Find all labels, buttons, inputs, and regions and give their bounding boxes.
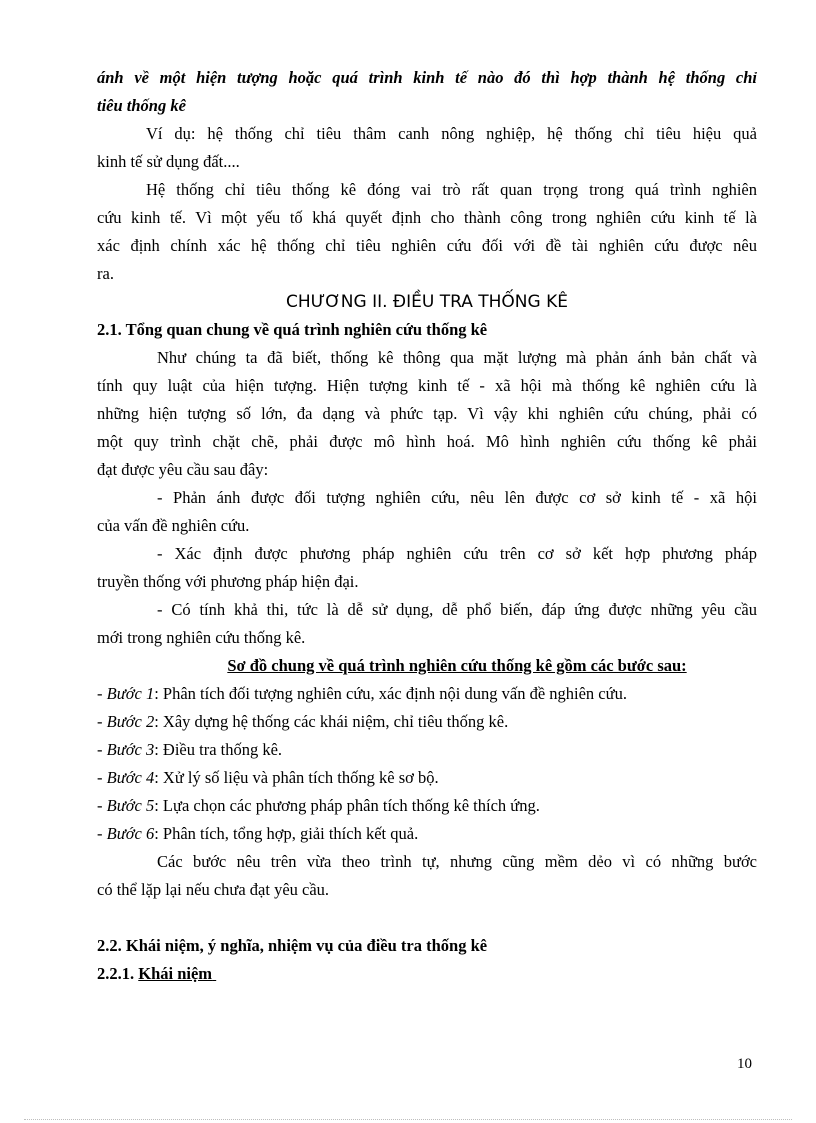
subsection-number: 2.2.1.: [97, 964, 139, 983]
overview-paragraph-line: Như chúng ta đã biết, thống kê thông qua mặt lượng mà phản ánh bản chất và: [157, 348, 757, 367]
step-item: [97, 680, 757, 708]
blank-spacer: [97, 904, 757, 932]
step-item: [97, 764, 757, 792]
footer-divider: [24, 1119, 792, 1120]
diagram-title: Sơ đồ chung về quá trình nghiên cứu thống kê gồm các bước sau:: [227, 656, 687, 675]
step-text: : Điều tra thống kê.: [154, 740, 283, 759]
step-text: : Phân tích đối tượng nghiên cứu, xác định nội dung vấn đề nghiên cứu.: [154, 684, 627, 703]
requirement-item-line: - Xác định được phương pháp nghiên cứu trên cơ sở kết hợp phương pháp: [157, 544, 757, 563]
step-list: [97, 680, 757, 848]
step-label: Bước 4: [106, 768, 155, 787]
overview-paragraph-line: những hiện tượng số lớn, đa dạng và phức tạp. Vì vậy khi nghiên cứu chúng, phải có: [97, 404, 757, 423]
subsection-title: Khái niệm: [138, 964, 213, 983]
step-prefix: -: [97, 796, 107, 815]
intro-continuation-line: ánh về một hiện tượng hoặc quá trình kinh tế nào đó thì hợp thành hệ thống chỉ: [97, 68, 757, 87]
step-item: [97, 792, 757, 820]
step-item: [97, 708, 757, 736]
step-prefix: -: [97, 824, 107, 843]
step-label: Bước 3: [106, 740, 155, 759]
step-text: : Lựa chọn các phương pháp phân tích thống kê thích ứng.: [154, 796, 540, 815]
requirement-item-line: - Phản ánh được đối tượng nghiên cứu, nêu lên được cơ sở kinh tế - xã hội: [157, 488, 757, 507]
example-paragraph-line: kinh tế sử dụng đất....: [97, 152, 240, 171]
body-text: [97, 64, 757, 988]
intro-continuation-line: tiêu thống kê: [97, 96, 186, 115]
role-paragraph-line: xác định chính xác hệ thống chỉ tiêu nghiên cứu đối với đề tài nghiên cứu được nêu: [97, 236, 757, 255]
role-paragraph-line: Hệ thống chỉ tiêu thống kê đóng vai trò rất quan trọng trong quá trình nghiên: [146, 180, 757, 199]
closing-paragraph-line: Các bước nêu trên vừa theo trình tự, nhưng cũng mềm dẻo vì có những bước: [157, 852, 757, 871]
step-label: Bước 1: [106, 684, 155, 703]
section-heading-2-1: 2.1. Tổng quan chung về quá trình nghiên cứu thống kê: [97, 320, 488, 339]
step-text: : Xây dựng hệ thống các khái niệm, chỉ tiêu thống kê.: [154, 712, 509, 731]
overview-paragraph-line: đạt được yêu cầu sau đây:: [97, 460, 269, 479]
subsection-heading-2-2-1: [97, 960, 757, 988]
example-paragraph-line: Ví dụ: hệ thống chỉ tiêu thâm canh nông nghiệp, hệ thống chỉ tiêu hiệu quả: [146, 124, 757, 143]
chapter-title: CHƯƠNG II. ĐIỀU TRA THỐNG KÊ: [286, 292, 568, 312]
overview-paragraph-line: một quy trình chặt chẽ, phải được mô hình hoá. Mô hình nghiên cứu thống kê phải: [97, 432, 757, 451]
step-label: Bước 5: [106, 796, 155, 815]
closing-paragraph-line: có thể lặp lại nếu chưa đạt yêu cầu.: [97, 880, 330, 899]
step-text: : Phân tích, tổng hợp, giải thích kết quả.: [154, 824, 419, 843]
section-heading-2-2: 2.2. Khái niệm, ý nghĩa, nhiệm vụ của điều tra thống kê: [97, 936, 488, 955]
page-number: 10: [737, 1056, 752, 1072]
step-prefix: -: [97, 684, 107, 703]
step-prefix: -: [97, 712, 107, 731]
requirement-item-line: - Có tính khả thi, tức là dễ sử dụng, dễ phổ biến, đáp ứng được những yêu cầu: [157, 600, 757, 619]
requirement-item-line: truyền thống với phương pháp hiện đại.: [97, 572, 359, 591]
step-prefix: -: [97, 740, 107, 759]
requirement-item-line: của vấn đề nghiên cứu.: [97, 516, 250, 535]
overview-paragraph-line: tính quy luật của hiện tượng. Hiện tượng kinh tế - xã hội mà thống kê nghiên cứu là: [97, 376, 757, 395]
subsection-underline-tail: [212, 964, 216, 983]
step-item: [97, 820, 757, 848]
step-item: [97, 736, 757, 764]
step-label: Bước 2: [106, 712, 155, 731]
step-text: : Xử lý số liệu và phân tích thống kê sơ bộ.: [154, 768, 439, 787]
step-label: Bước 6: [106, 824, 155, 843]
step-prefix: -: [97, 768, 107, 787]
role-paragraph-line: cứu kinh tế. Vì một yếu tố khá quyết định cho thành công trong nghiên cứu kinh tế là: [97, 208, 757, 227]
role-paragraph-line: ra.: [97, 264, 114, 283]
requirement-item-line: mới trong nghiên cứu thống kê.: [97, 628, 306, 647]
